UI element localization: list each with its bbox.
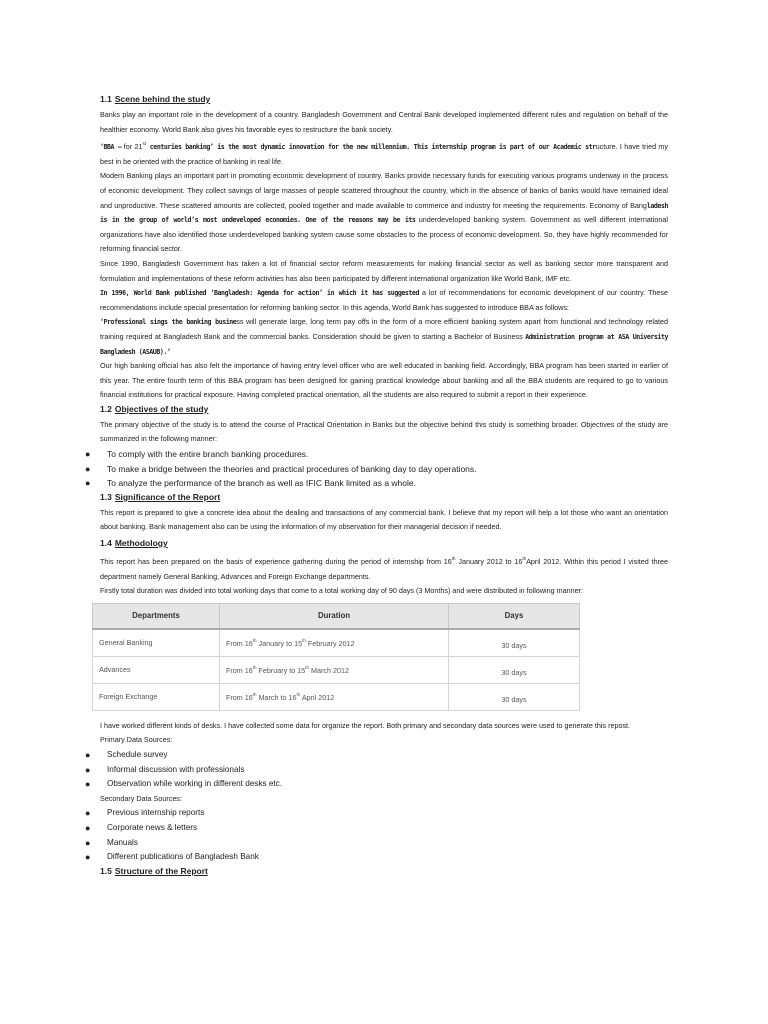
list-item: ● Corporate news & letters [85, 821, 668, 836]
paragraph: I have worked different kinds of desks. I have collected some data for organize the report. Both primary and secondary data sources were used to generate this repost. [100, 720, 631, 730]
table-row [93, 683, 580, 710]
objectives-list [85, 447, 668, 491]
bullet-icon: ● [85, 779, 91, 790]
paragraph: This report has been prepared on the basis of experience gathering during the period of internship from 16th January 2012 to 16thApril 2012. Within this period I visited three department namely General Banking, Advances and Foreign Exchange departments. [100, 556, 668, 581]
duration-table [92, 603, 580, 711]
list-item: ● Informal discussion with professionals [85, 763, 668, 778]
bullet-icon: ● [85, 837, 91, 848]
table-cell: 30 days [449, 656, 580, 683]
paragraph: This report is prepared to give a concrete idea about the dealing and transactions of any commercial bank. I believe that my report will help a lot those who want an orientation about banking. Bank management also can be using the information of my observation for their managerial decision if needed. [100, 507, 668, 532]
paragraph: Firstly total duration was divided into total working days that come to a total working day of 90 days (3 Months) and were distributed in following manner: [100, 586, 584, 596]
table-header: Departments [93, 603, 220, 629]
paragraph: Banks play an important role in the development of a country. Bangladesh Government and Central Bank developed implemented different rules and regulation on behalf of the healthier economy. World Bank also gives his favorable eyes to restructure the bank society. [100, 110, 668, 134]
table-header: Duration [220, 603, 449, 629]
paragraph: Our high banking official has also felt the importance of having entry level officer who are well educated in banking field. Accordingly, BBA program has been started in earlier of this year. The entire fourth term of this BBA program has been designed for gaining practical knowledge about banking and all the BBA students are required to go to various financial institutions for practical exposure. Having completed practical orientation, all the students are also required to submit a report in their experience. [100, 361, 668, 400]
list-item: ● To comply with the entire branch banking procedures. [85, 447, 668, 462]
section-heading-1-5: 1.5 Structure of the Report [100, 865, 208, 876]
bullet-icon: ● [85, 808, 91, 819]
bullet-icon: ● [85, 852, 91, 863]
paragraph: Since 1990, Bangladesh Government has taken a lot of financial sector reform measurements for making financial sector as well as banking sector more transparent and formulation and implementations of these reform activities has also been participated by different international organization like World Bank, IMF etc. [100, 258, 668, 283]
table-cell: From 16th February to 15th March 2012 [220, 656, 449, 683]
table-header: Days [449, 603, 580, 629]
paragraph: The primary objective of the study is to attend the course of Practical Orientation in Banks but the objective behind this study is something broader. Objectives of the study are summarized in the following manner: [100, 419, 668, 444]
table-cell: 30 days [449, 683, 580, 710]
list-item: ● Manuals [85, 836, 668, 851]
list-item: ● Different publications of Bangladesh Bank [85, 850, 668, 865]
table-cell: General Banking [93, 629, 220, 657]
table-cell: Advances [93, 656, 220, 683]
paragraph: ‘Professional sings the banking business will generate large, long term pay offs in the form of a more efficient banking system apart from functional and technology related training required at Bangladesh Bank and the commercial banks. Consideration should be given to starting a Bachelor of Business Administration program at ASA University Bangladesh (ASAUB).’ [100, 317, 668, 356]
document-page [85, 93, 668, 880]
primary-sources-list [85, 748, 668, 792]
list-item: ● Observation while working in different desks etc. [85, 777, 668, 792]
bullet-icon: ● [85, 764, 91, 775]
primary-sources-label: Primary Data Sources: [100, 735, 173, 745]
section-heading-1-3: 1.3 Significance of the Report [100, 491, 221, 502]
section-heading-1-1: 1.1 Scene behind the study [100, 94, 211, 104]
paragraph: ‘BBA – for 21st centuries banking’ is the most dynamic innovation for the new millennium. This internship program is part of our Academic structure. I have tried my best in be oriented with the practice of banking in real life. [100, 141, 668, 166]
table-cell: From 16th January to 15th February 2012 [220, 629, 449, 657]
list-item: ● To analyze the performance of the branch as well as IFIC Bank limited as a whole. [85, 476, 668, 491]
list-item: ● Schedule survey [85, 748, 668, 763]
list-item: ● To make a bridge between the theories and practical procedures of banking day to day operations. [85, 462, 668, 477]
bullet-icon: ● [85, 463, 91, 474]
paragraph: In 1996, World Bank published ‘Bangladesh: Agenda for action’ in which it has suggested a lot of recommendations for economic development of our country. These recommendations include special presentation for reforming banking sector. In this agenda, World Bank has suggested to introduce BBA as follows: [100, 288, 668, 312]
section-heading-1-2: 1.2 Objectives of the study [100, 403, 209, 414]
table-cell: From 16th March to 16th April 2012 [220, 683, 449, 710]
table-cell: 30 days [449, 629, 580, 657]
table-cell: Foreign Exchange [93, 683, 220, 710]
table-row [93, 656, 580, 683]
bullet-icon: ● [85, 449, 91, 460]
bullet-icon: ● [85, 750, 91, 760]
paragraph: Modern Banking plays an important part in promoting economic development of country. Banks provide necessary funds for executing various programs underway in the process of economic development. They collect savings of large masses of people scattered throughout the country, which in the absence of banks of banks would have remained ideal and unproductive. These scattered amounts are collected, pooled together and made available to commerce and industry for meeting the requirements. Economy of Bangladesh is in the group of world’s most undeveloped economies. One of the reasons may be its underdeveloped banking system. Government as well different international organizations have also identified those underdeveloped banking system cause some obstacles to the process of economic development. So, they have highly recommended for reforming financial sector. [100, 171, 668, 254]
bullet-icon: ● [85, 822, 91, 833]
list-item: ● Previous internship reports [85, 806, 668, 821]
table-header-row [93, 603, 580, 629]
section-heading-1-4: 1.4 Methodology [100, 538, 168, 549]
secondary-sources-label: Secondary Data Sources: [100, 793, 182, 803]
bullet-icon: ● [85, 478, 91, 489]
secondary-sources-list [85, 806, 668, 864]
table-row [93, 629, 580, 657]
